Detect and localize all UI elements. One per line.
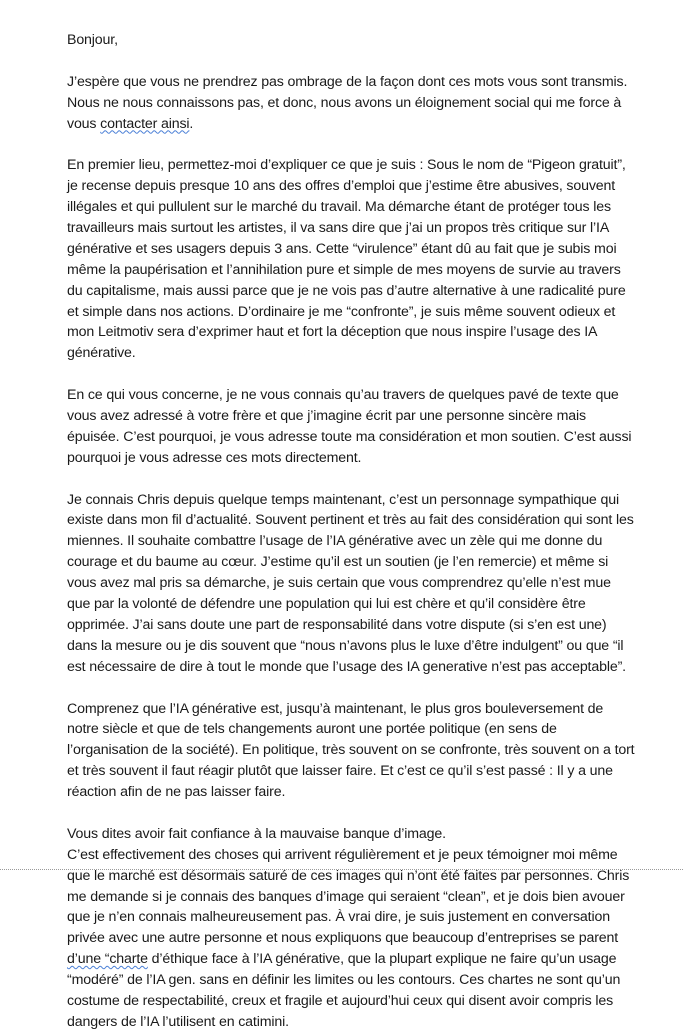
- text-line: C’est effectivement des choses qui arrivent régulièrement et je peux témoigner moi même: [67, 846, 618, 863]
- text-line: dans la mesure ou je dis souvent que “nous n’avons plus le luxe d’être indulgent” ou que “il: [67, 637, 624, 654]
- text-line: illégales et qui pullulent sur le marché du travail. Ma démarche étant de protéger tous les: [67, 199, 611, 216]
- grammar-flagged-text[interactable]: d’une “charte: [67, 951, 148, 968]
- text-line: travailleurs mais surtout les artistes, il va sans dire que j’ai un propos très critique sur l’IA: [67, 220, 610, 237]
- text-line: miennes. Il souhaite combattre l’usage de l’IA générative avec un zèle qui me donne du: [67, 533, 603, 550]
- paragraph-2: [67, 155, 627, 364]
- greeting: Bonjour,: [67, 32, 118, 48]
- text-segment: d’éthique face à l’IA générative, que la plupart explique ne faire qu’un usage: [147, 951, 617, 968]
- text-line: générative et ses usagers depuis 3 ans. Cette “virulence” étant dû au fait que je subis moi: [67, 240, 617, 257]
- text-line: que par la volonté de défendre une population qui lui est chère et qu’il considère être: [67, 596, 586, 613]
- paragraph-5: [67, 699, 635, 803]
- page-break-divider: [0, 869, 683, 870]
- text-line: opprimée. J’ai sans doute une part de responsabilité dans votre dispute (si s’en est une): [67, 616, 607, 633]
- text-line: “modéré” de l’IA gen. sans en définir les limites ou les contours. Ces chartes ne sont qu’un: [67, 972, 621, 989]
- text-line: vous avez adressé à votre frère et que j’imagine écrit par une personne sincère mais: [67, 408, 586, 425]
- paragraph-3: [67, 385, 632, 469]
- text-line: me demande si je connais des banques d’image qui seraient “clean”, et je dois bien avouer: [67, 888, 625, 905]
- grammar-flagged-text[interactable]: contacter ainsi: [100, 115, 190, 132]
- paragraph-4: [67, 490, 634, 678]
- text-line: dangers de l’IA l’utilisent en catimini.: [67, 1013, 289, 1030]
- text-line: du capitalisme, mais aussi parce que je ne vois pas d’autre alternative à une radicalité pure: [67, 282, 626, 299]
- blank-line: [67, 469, 627, 490]
- text-line: générative.: [67, 345, 136, 362]
- text-line: Vous dites avoir fait confiance à la mauvaise banque d’image.: [67, 825, 446, 842]
- text-line: pourquoi je vous adresse ces mots directement.: [67, 449, 362, 466]
- text-line: Je connais Chris depuis quelque temps maintenant, c’est un personnage sympathique qui: [67, 491, 619, 508]
- text-line: vous avez mal pris sa démarche, je suis certain que vous comprendrez qu’elle n’est mue: [67, 575, 611, 592]
- text-line: notre siècle et que de tels changements auront une portée politique (en sens de: [67, 721, 557, 738]
- blank-line: [67, 678, 627, 699]
- text-line: que je n’en connais malheureusement pas. À vrai dire, je suis justement en conversation: [67, 909, 610, 926]
- text-line: costume de respectabilité, creux et fragile et aujourd’hui ceux qui disent avoir compris les: [67, 992, 614, 1009]
- text-line: existe dans mon fil d’actualité. Souvent pertinent et très au fait des considération qui sont les: [67, 512, 634, 529]
- paragraph-6: [67, 824, 630, 1033]
- paragraph-1: [67, 72, 627, 135]
- text-line: et simple dans nos actions. D’ordinaire je me “confronte”, je suis même souvent odieux et: [67, 303, 616, 320]
- text-line: privée avec une autre personne et nous expliquons que beaucoup d’entreprises se parent: [67, 930, 619, 947]
- text-line: même la paupérisation et l’annihilation pure et simple de mes moyens de survie au travers: [67, 261, 621, 278]
- text-line: réaction afin de ne pas laisser faire.: [67, 784, 286, 801]
- text-line: En premier lieu, permettez-moi d’expliquer ce que je suis : Sous le nom de “Pigeon gratuit”,: [67, 157, 626, 174]
- text-line: et très souvent il faut réagir plutôt que laisser faire. Et c’est ce qu’il s’est passé : Il y a une: [67, 763, 613, 780]
- blank-line: [67, 364, 627, 385]
- blank-line: [67, 51, 627, 72]
- text-line: En ce qui vous concerne, je ne vous connais qu’au travers de quelques pavé de texte que: [67, 387, 619, 404]
- text-line: [67, 114, 627, 135]
- text-segment: vous: [67, 115, 101, 132]
- text-line: est nécessaire de dire à tout le monde que l’usage des IA generative n’est pas acceptable”.: [67, 658, 626, 675]
- document-body[interactable]: [67, 30, 635, 1033]
- text-line: Comprenez que l’IA générative est, jusqu’à maintenant, le plus gros bouleversement de: [67, 700, 604, 717]
- text-line: courage et du baume au cœur. J’estime qu’il est un soutien (je l’en remercie) et même si: [67, 554, 609, 571]
- text-line: Nous ne nous connaissons pas, et donc, nous avons un éloignement social qui me force à: [67, 94, 622, 111]
- text-line: je recense depuis presque 10 ans des offres d’emploi que j’estime être abusives, souvent: [67, 178, 616, 195]
- text-line: que le marché est désormais saturé de ces images qui n’ont été faites par personnes. Chris: [67, 867, 630, 884]
- text-segment: .: [189, 115, 194, 132]
- text-line: [67, 949, 627, 970]
- blank-line: [67, 803, 627, 824]
- text-line: épuisée. C’est pourquoi, je vous adresse toute ma considération et mon soutien. C’est aussi: [67, 428, 632, 445]
- text-line: l’organisation de la société). En politique, très souvent on se confronte, très souvent on a tort: [67, 742, 635, 759]
- text-line: J’espère que vous ne prendrez pas ombrage de la façon dont ces mots vous sont transmis.: [67, 73, 628, 90]
- text-line: mon Leitmotiv sera d’exprimer haut et fort la déception que nous inspire l’usage des IA: [67, 324, 598, 341]
- blank-line: [67, 134, 627, 155]
